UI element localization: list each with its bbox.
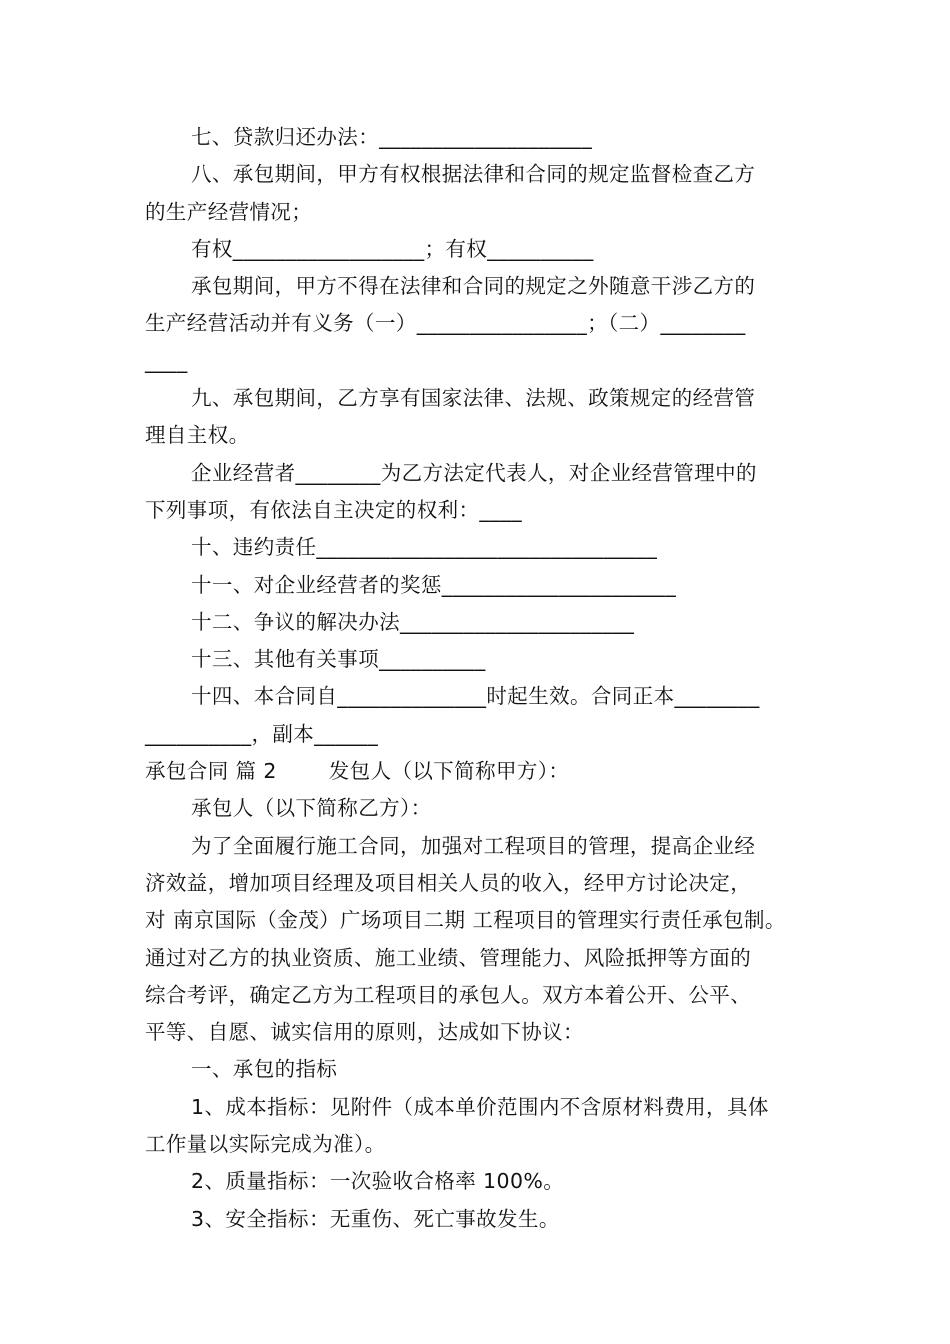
- text-line: 八、承包期间，甲方有权根据法律和合同的规定监督检查乙方: [191, 162, 756, 187]
- text-line: 一、承包的指标: [191, 1057, 338, 1082]
- text-line: 3、安全指标：无重伤、死亡事故发生。: [191, 1206, 560, 1231]
- text-line: 通过对乙方的执业资质、施工业绩、管理能力、风险抵押等方面的: [145, 945, 752, 970]
- text-line: __________，副本______: [145, 721, 379, 746]
- text-line: 2、质量指标：一次验收合格率 100%。: [191, 1169, 565, 1194]
- text-line: 承包人（以下简称乙方）：: [191, 796, 432, 821]
- text-line: 对 南京国际（金茂）广场项目二期 工程项目的管理实行责任承包制。: [145, 908, 786, 933]
- text-line: 济效益，增加项目经理及项目相关人员的收入，经甲方讨论决定，: [145, 870, 752, 895]
- text-line: 承包期间，甲方不得在法律和合同的规定之外随意干涉乙方的: [191, 274, 756, 299]
- text-line: 十二、争议的解决办法______________________: [191, 609, 635, 634]
- text-line: 十四、本合同自______________时起生效。合同正本________: [191, 684, 760, 709]
- text-line: 十一、对企业经营者的奖惩______________________: [191, 572, 677, 597]
- text-line: 平等、自愿、诚实信用的原则，达成如下协议：: [145, 1020, 584, 1045]
- text-line: 的生产经营情况；: [145, 199, 313, 224]
- text-line: 十、违约责任________________________________: [191, 535, 658, 560]
- section-heading-line: [145, 753, 810, 790]
- text-line: 综合考评，确定乙方为工程项目的承包人。双方本着公开、公平、: [145, 982, 752, 1007]
- text-line: 生产经营活动并有义务（一）________________；（二）________: [145, 311, 746, 336]
- text-line: 有权__________________；有权__________: [191, 236, 594, 261]
- text-line: 七、贷款归还办法：____________________: [191, 125, 593, 149]
- text-line: 十三、其他有关事项__________: [191, 647, 486, 672]
- text-line: ____: [145, 348, 188, 373]
- text-line: 为了全面履行施工合同，加强对工程项目的管理，提高企业经: [191, 833, 756, 858]
- text-line: 企业经营者________为乙方法定代表人，对企业经营管理中的: [191, 460, 757, 485]
- text-line: 九、承包期间，乙方享有国家法律、法规、政策规定的经营管: [191, 386, 756, 411]
- text-line: 1、成本指标：见附件（成本单价范围内不含原材料费用，具体: [191, 1094, 769, 1119]
- party-a-label: 发包人（以下简称甲方）：: [328, 759, 570, 784]
- text-line: 理自主权。: [145, 423, 250, 448]
- text-line: 工作量以实际完成为准）。: [145, 1132, 386, 1157]
- section-title: 承包合同 篇 2: [145, 759, 277, 784]
- document-body: [145, 119, 810, 1238]
- text-line: 下列事项，有依法自主决定的权利：____: [145, 497, 522, 522]
